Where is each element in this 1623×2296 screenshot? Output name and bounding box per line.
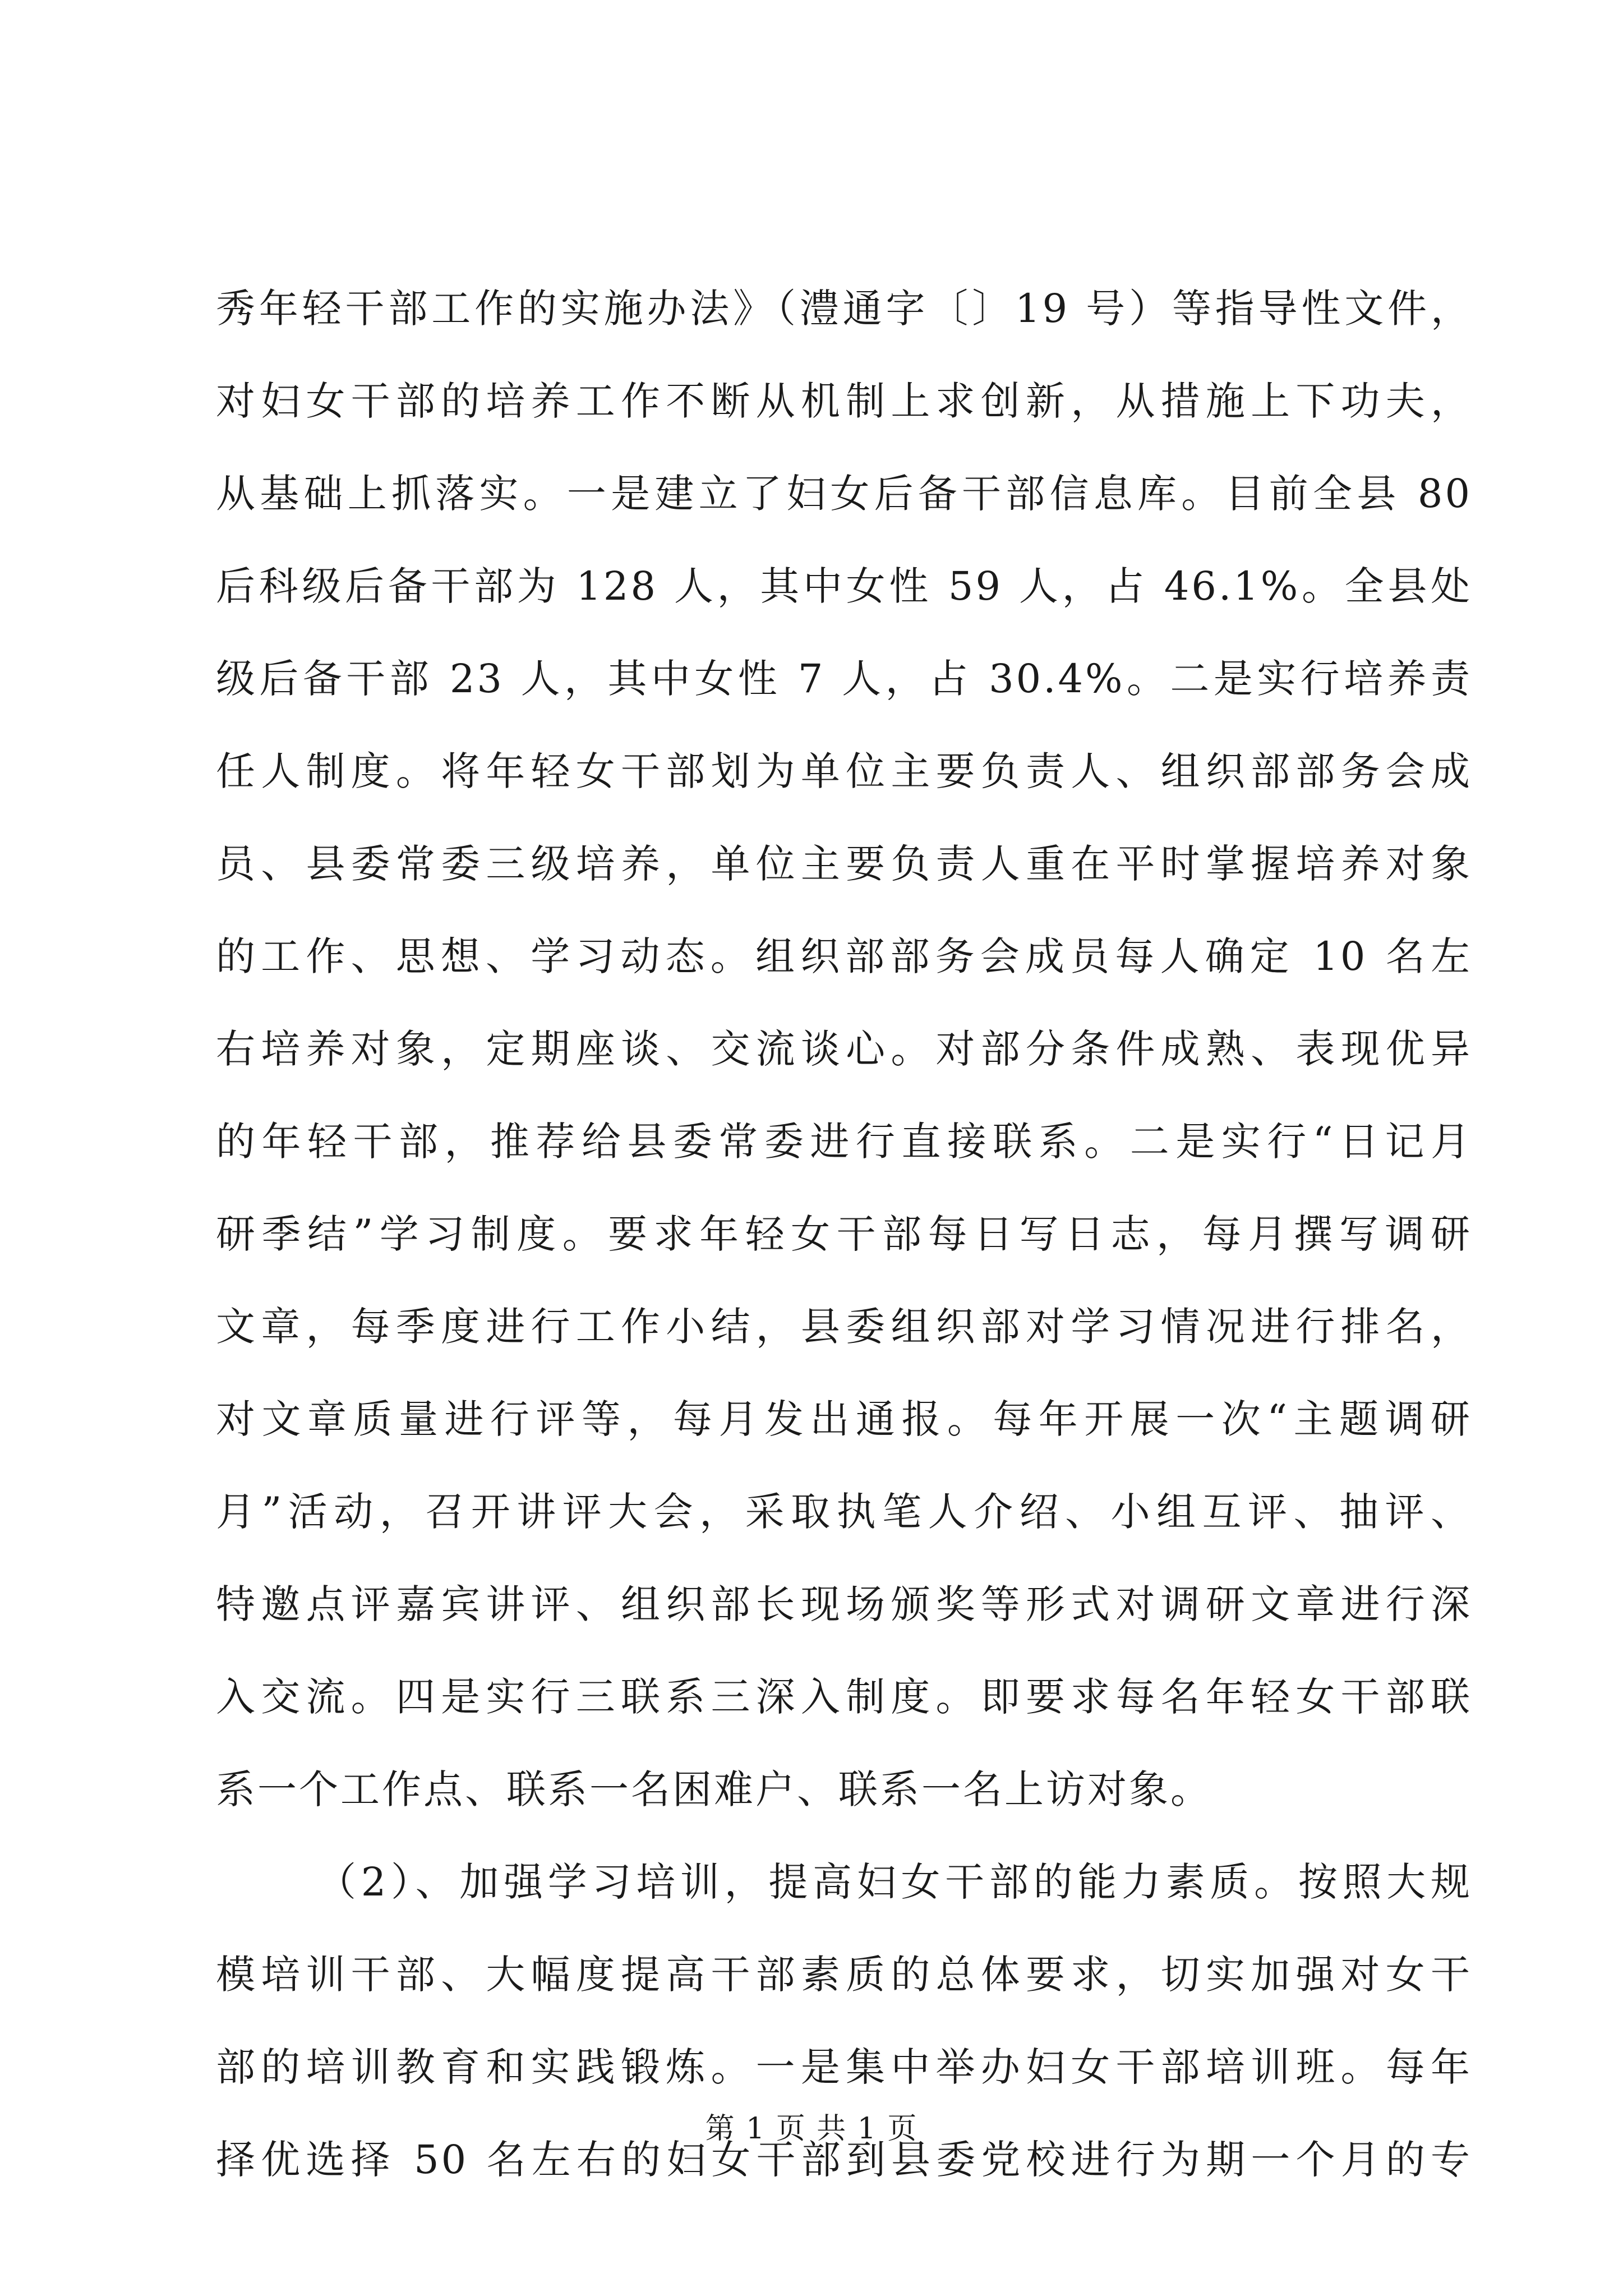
body-line: 从基础上抓落实。一是建立了妇女后备干部信息库。目前全县 80 xyxy=(216,471,1472,517)
body-line: 部的培训教育和实践锻炼。一是集中举办妇女干部培训班。每年 xyxy=(216,2044,1472,2090)
body-line: 入交流。四是实行三联系三深入制度。即要求每名年轻女干部联 xyxy=(216,1674,1472,1720)
paragraph-start-line: （2）、加强学习培训，提高妇女干部的能力素质。按照大规 xyxy=(317,1859,1472,1905)
body-line: 秀年轻干部工作的实施办法》（澧通字〔〕19 号）等指导性文件， xyxy=(216,286,1472,332)
body-line: 对妇女干部的培养工作不断从机制上求创新，从措施上下功夫， xyxy=(216,378,1472,424)
body-line: 择优选择 50 名左右的妇女干部到县委党校进行为期一个月的专 xyxy=(216,2137,1472,2183)
body-line: 模培训干部、大幅度提高干部素质的总体要求，切实加强对女干 xyxy=(216,1952,1472,1998)
body-line: 月”活动，召开讲评大会，采取执笔人介绍、小组互评、抽评、 xyxy=(216,1489,1472,1535)
body-line: 研季结”学习制度。要求年轻女干部每日写日志，每月撰写调研 xyxy=(216,1211,1472,1257)
page-number-footer: 第 1 页 共 1 页 xyxy=(705,2112,918,2146)
body-line: 的年轻干部，推荐给县委常委进行直接联系。二是实行“日记月 xyxy=(216,1119,1472,1165)
body-line: 文章，每季度进行工作小结，县委组织部对学习情况进行排名， xyxy=(216,1304,1472,1350)
paragraph-end-line: 系一个工作点、联系一名困难户、联系一名上访对象。 xyxy=(216,1766,1212,1812)
body-line: 级后备干部 23 人，其中女性 7 人，占 30.4%。二是实行培养责 xyxy=(216,656,1472,702)
body-line: 的工作、思想、学习动态。组织部部务会成员每人确定 10 名左 xyxy=(216,933,1472,979)
body-line: 右培养对象，定期座谈、交流谈心。对部分条件成熟、表现优异 xyxy=(216,1026,1472,1072)
body-line: 特邀点评嘉宾讲评、组织部长现场颁奖等形式对调研文章进行深 xyxy=(216,1581,1472,1627)
body-line: 对文章质量进行评等，每月发出通报。每年开展一次“主题调研 xyxy=(216,1396,1472,1442)
body-line: 后科级后备干部为 128 人，其中女性 59 人，占 46.1%。全县处 xyxy=(216,563,1472,609)
document-body xyxy=(216,263,1472,2206)
body-line: 任人制度。将年轻女干部划为单位主要负责人、组织部部务会成 xyxy=(216,748,1472,794)
body-line: 员、县委常委三级培养，单位主要负责人重在平时掌握培养对象 xyxy=(216,841,1472,887)
